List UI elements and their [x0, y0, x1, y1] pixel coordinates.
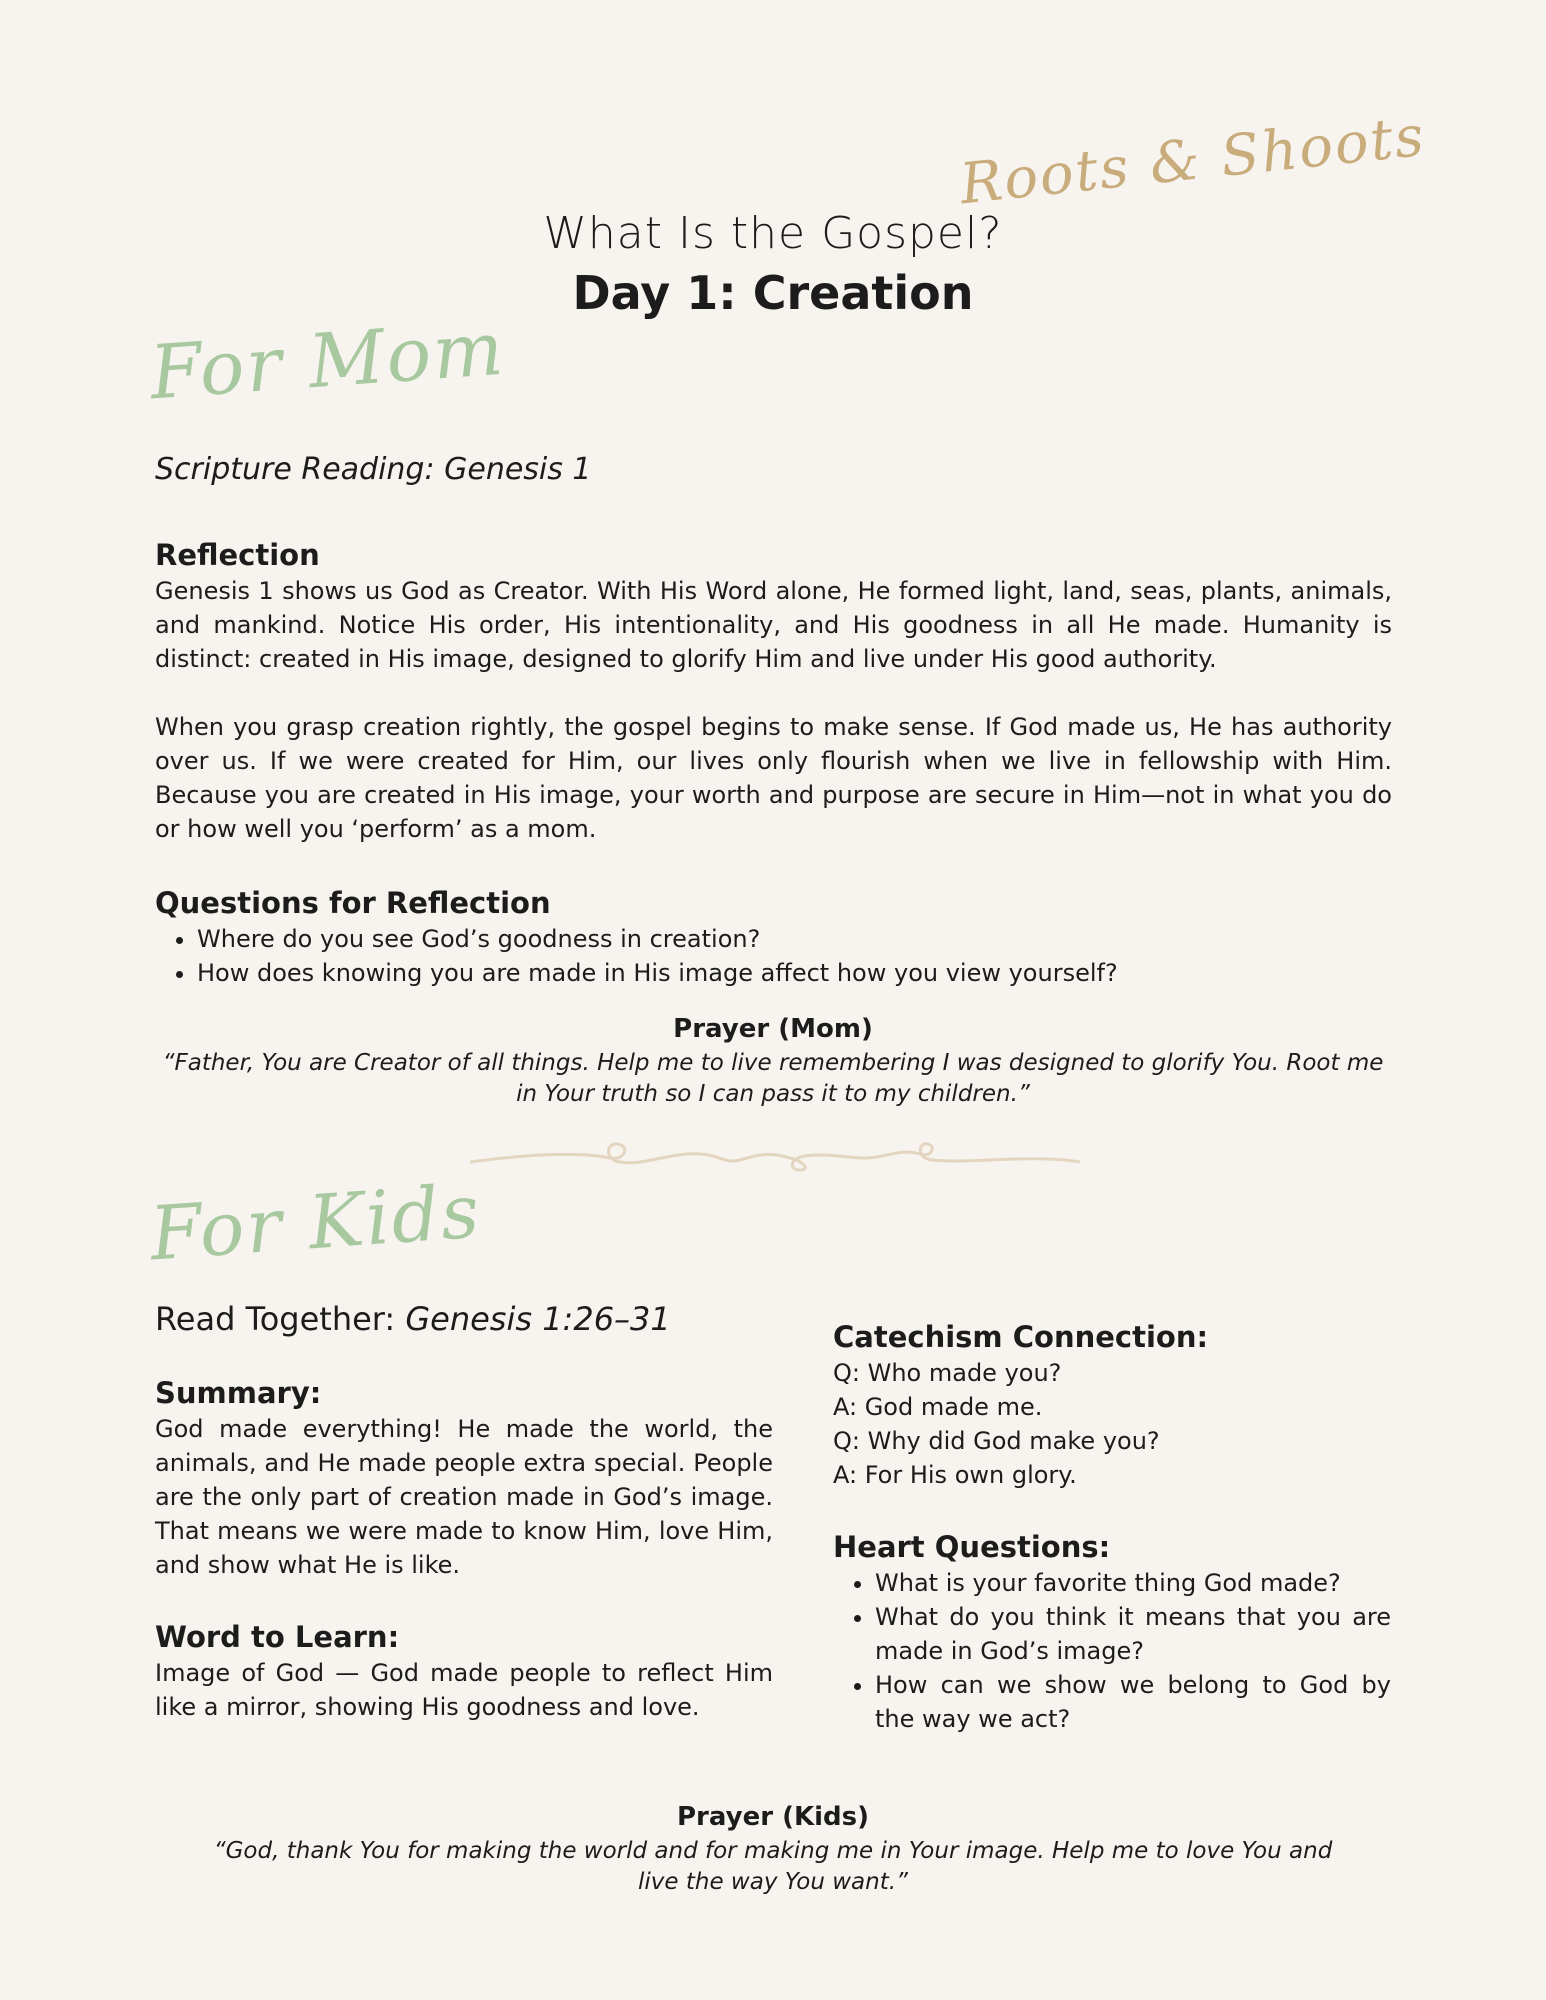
catechism-line: A: God made me.: [833, 1393, 1043, 1421]
heart-questions-list: [833, 1566, 1391, 1736]
mom-section-heading: For Mom: [147, 305, 508, 417]
mom-prayer-text: “Father, You are Creator of all things. Help me to live remembering I was designed to glorify You. Root me in Your truth so I can pass it to my children.”: [162, 1050, 1384, 1107]
summary-heading: Summary:: [155, 1376, 322, 1410]
kids-read-together: [155, 1300, 773, 1338]
page-title: What Is the Gospel?: [543, 208, 1003, 259]
reflection-paragraph-1: Genesis 1 shows us God as Creator. With His Word alone, He formed light, land, seas, plants, animals, and mankind. Notice His order, His intentionality, and His goodness in all He made. Humanity is distinct: created in His image, designed to glorify Him and live under His good authority.: [155, 577, 1392, 673]
word-to-learn-text: Image of God — God made people to reflect Him like a mirror, showing His goodness and love.: [155, 1659, 773, 1721]
list-item: • How does knowing you are made in His image affect how you view yourself?: [197, 956, 1392, 990]
read-reference: Genesis 1:26–31: [405, 1300, 671, 1338]
mom-questions: [155, 886, 1392, 990]
catechism-line: Q: Why did God make you?: [833, 1427, 1160, 1455]
kids-left-column: [155, 1300, 773, 1724]
questions-heading: Questions for Reflection: [155, 886, 551, 920]
word-to-learn-heading: Word to Learn:: [155, 1620, 400, 1654]
kids-prayer-heading: Prayer (Kids): [677, 1802, 869, 1832]
page-subtitle: Day 1: Creation: [572, 266, 974, 320]
list-item: • How can we show we belong to God by the way we act?: [875, 1668, 1391, 1736]
list-item: • What do you think it means that you are made in God’s image?: [875, 1600, 1391, 1668]
kids-right-column: [833, 1320, 1391, 1736]
mom-reflection: [155, 538, 1392, 846]
mom-prayer-heading: Prayer (Mom): [673, 1014, 873, 1044]
reflection-paragraph-2: When you grasp creation rightly, the gospel begins to make sense. If God made us, He has authority over us. If we were created for Him, our lives only flourish when we live in fellowship with Him. Because you are created in His image, your worth and purpose are secure in Him—not in what you do or how well you ‘perform’ as a mom.: [155, 713, 1392, 843]
catechism-heading: Catechism Connection:: [833, 1320, 1209, 1354]
catechism-lines: [833, 1356, 1391, 1492]
reflection-heading: Reflection: [155, 538, 320, 572]
kids-prayer-text: “God, thank You for making the world and for making me in Your image. Help me to love You and live the way You want.”: [213, 1838, 1333, 1895]
list-item: • Where do you see God’s goodness in creation?: [197, 922, 1392, 956]
read-label: Read Together:: [155, 1300, 406, 1338]
kids-section-heading: For Kids: [147, 1168, 484, 1278]
list-item: • What is your favorite thing God made?: [875, 1566, 1391, 1600]
heart-questions-heading: Heart Questions:: [833, 1530, 1111, 1564]
summary-text: God made everything! He made the world, the animals, and He made people extra special. People are the only part of creation made in God’s image. That means we were made to know Him, love Him, and show what He is like.: [155, 1415, 773, 1579]
flourish-divider-icon: [470, 1140, 1080, 1180]
catechism-line: Q: Who made you?: [833, 1359, 1062, 1387]
catechism-line: A: For His own glory.: [833, 1461, 1077, 1489]
mom-scripture-reading: Scripture Reading: Genesis 1: [155, 452, 592, 487]
questions-list: [155, 922, 1392, 990]
brand-logo: Roots & Shoots: [956, 103, 1429, 218]
